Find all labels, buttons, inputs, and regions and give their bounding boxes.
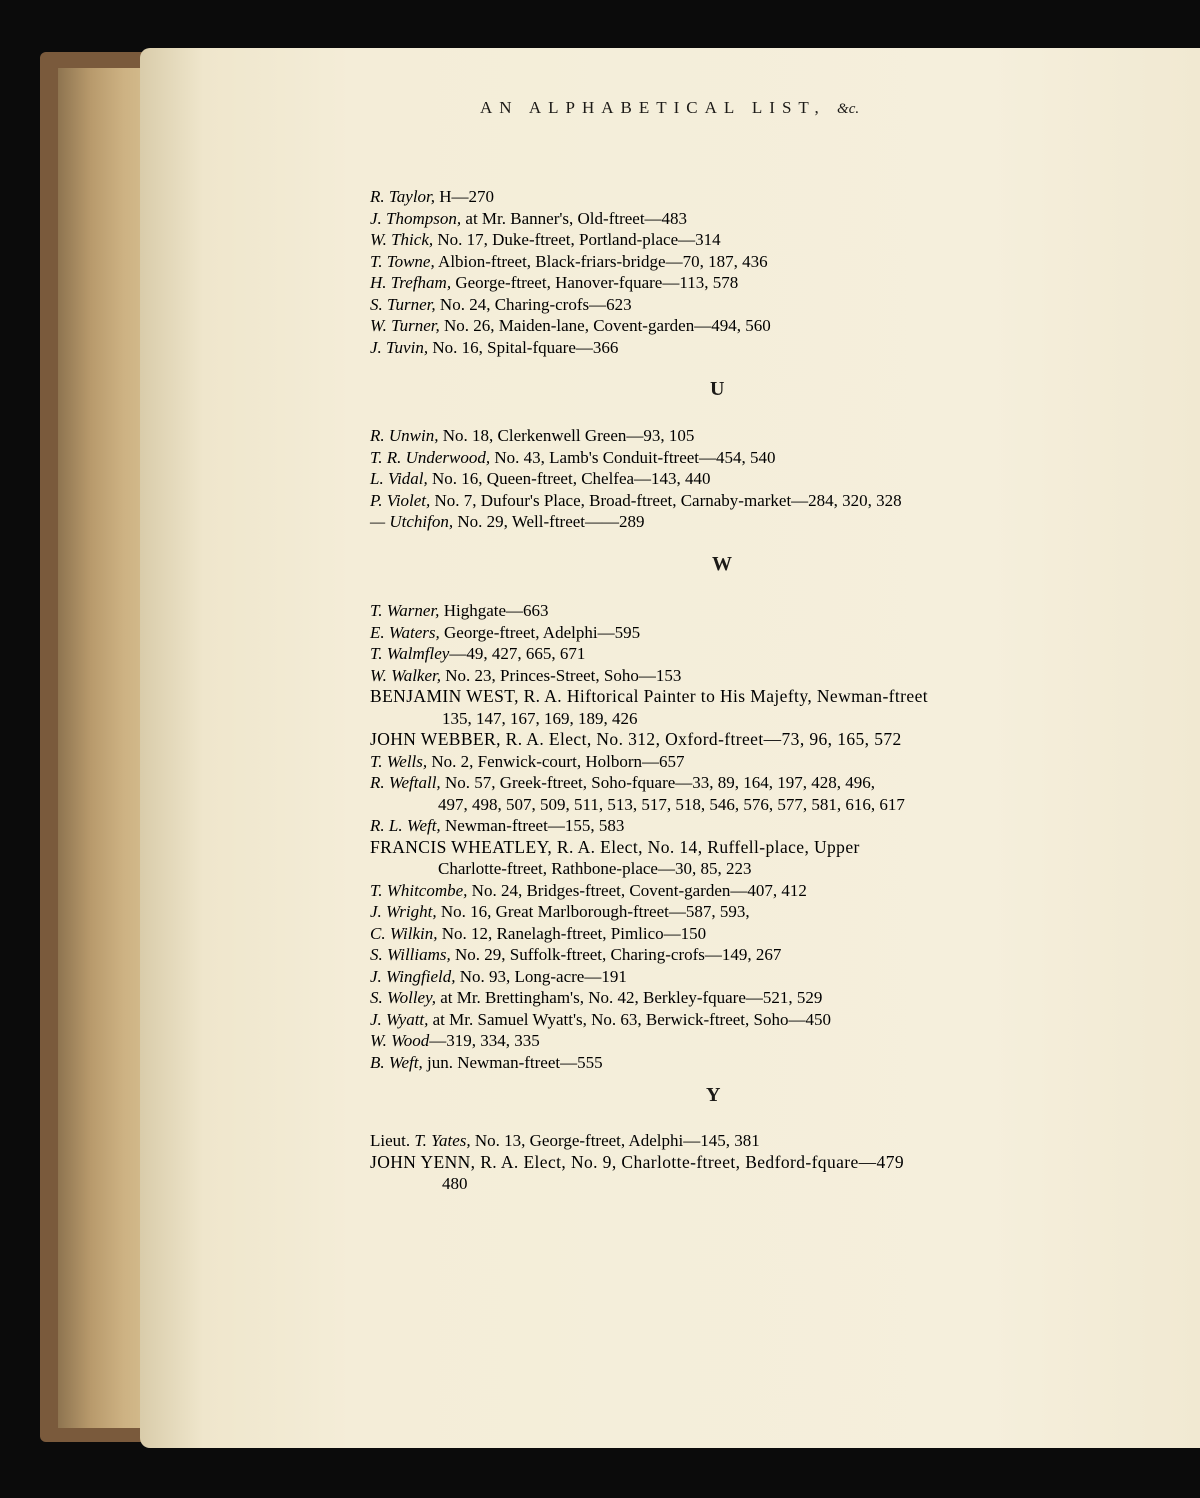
entry: J. Thompson, at Mr. Banner's, Old-ftreet—483 (370, 208, 688, 228)
entry: W. Thick, No. 17, Duke-ftreet, Portland-place—314 (370, 230, 721, 249)
entry-continuation: 135, 147, 167, 169, 189, 426 (442, 708, 638, 728)
section-y (370, 1130, 904, 1195)
entry: L. Vidal, No. 16, Queen-ftreet, Chelfea—143, 440 (370, 469, 711, 488)
entry: J. Wingfield, No. 93, Long-acre—191 (370, 966, 627, 986)
section-u (370, 425, 902, 533)
entry: JOHN YENN, R. A. Elect, No. 9, Charlotte-ftreet, Bedford-fquare—479 (370, 1151, 905, 1172)
entry: W. Walker, No. 23, Princes-Street, Soho—153 (370, 665, 682, 685)
entry: — Utchifon, No. 29, Well-ftreet——289 (370, 512, 645, 531)
entry: B. Weft, jun. Newman-ftreet—555 (370, 1052, 603, 1072)
entry: S. Wolley, at Mr. Brettingham's, No. 42, Berkley-fquare—521, 529 (370, 988, 823, 1007)
entry: Lieut. T. Yates, No. 13, George-ftreet, Adelphi—145, 381 (370, 1131, 760, 1150)
entry: J. Wyatt, at Mr. Samuel Wyatt's, No. 63, Berwick-ftreet, Soho—450 (370, 1009, 831, 1029)
entry: J. Tuvin, No. 16, Spital-fquare—366 (370, 337, 619, 357)
entry-continuation: 480 (442, 1174, 468, 1193)
entry: T. Walmfley—49, 427, 665, 671 (370, 644, 586, 663)
entry: R. Taylor, H—270 (370, 187, 495, 206)
entry: P. Violet, No. 7, Dufour's Place, Broad-ftreet, Carnaby-market—284, 320, 328 (370, 490, 902, 510)
running-head-title: AN ALPHABETICAL LIST, (480, 98, 826, 117)
entry: S. Turner, No. 24, Charing-crofs—623 (370, 294, 632, 314)
entry: R. Unwin, No. 18, Clerkenwell Green—93, 105 (370, 426, 695, 445)
entry: T. Warner, Highgate—663 (370, 601, 549, 620)
section-w (370, 600, 928, 1073)
entry: E. Waters, George-ftreet, Adelphi—595 (370, 622, 641, 642)
entry: T. R. Underwood, No. 43, Lamb's Conduit-ftreet—454, 540 (370, 447, 776, 467)
entry-continuation: 497, 498, 507, 509, 511, 513, 517, 518, 546, 576, 577, 581, 616, 617 (438, 794, 905, 814)
section-t (370, 186, 771, 358)
entry: R. Weftall, No. 57, Greek-ftreet, Soho-fquare—33, 89, 164, 197, 428, 496, (370, 773, 876, 792)
section-letter-w: W (712, 553, 732, 575)
entry: S. Williams, No. 29, Suffolk-ftreet, Charing-crofs—149, 267 (370, 945, 782, 964)
entry: C. Wilkin, No. 12, Ranelagh-ftreet, Pimlico—150 (370, 923, 707, 943)
entry-continuation: Charlotte-ftreet, Rathbone-place—30, 85, 223 (438, 859, 752, 878)
entry: T. Towne, Albion-ftreet, Black-friars-bridge—70, 187, 436 (370, 251, 768, 271)
entry: W. Turner, No. 26, Maiden-lane, Covent-garden—494, 560 (370, 316, 771, 335)
entry: H. Trefham, George-ftreet, Hanover-fquare—113, 578 (370, 273, 739, 292)
entry: FRANCIS WHEATLEY, R. A. Elect, No. 14, Ruffell-place, Upper (370, 836, 860, 857)
running-head (480, 98, 859, 118)
entry: T. Whitcombe, No. 24, Bridges-ftreet, Covent-garden—407, 412 (370, 880, 807, 900)
entry: R. L. Weft, Newman-ftreet—155, 583 (370, 816, 625, 835)
entry: JOHN WEBBER, R. A. Elect, No. 312, Oxford-ftreet—73, 96, 165, 572 (370, 729, 902, 749)
running-head-suffix: &c. (837, 101, 860, 117)
section-letter-u: U (710, 378, 725, 400)
section-letter-y: Y (706, 1084, 721, 1106)
entry: T. Wells, No. 2, Fenwick-court, Holborn—657 (370, 751, 685, 771)
entry: J. Wright, No. 16, Great Marlborough-ftreet—587, 593, (370, 902, 750, 921)
entry: W. Wood—319, 334, 335 (370, 1031, 540, 1050)
entry: BENJAMIN WEST, R. A. Hiftorical Painter to His Majefty, Newman-ftreet (370, 686, 928, 706)
